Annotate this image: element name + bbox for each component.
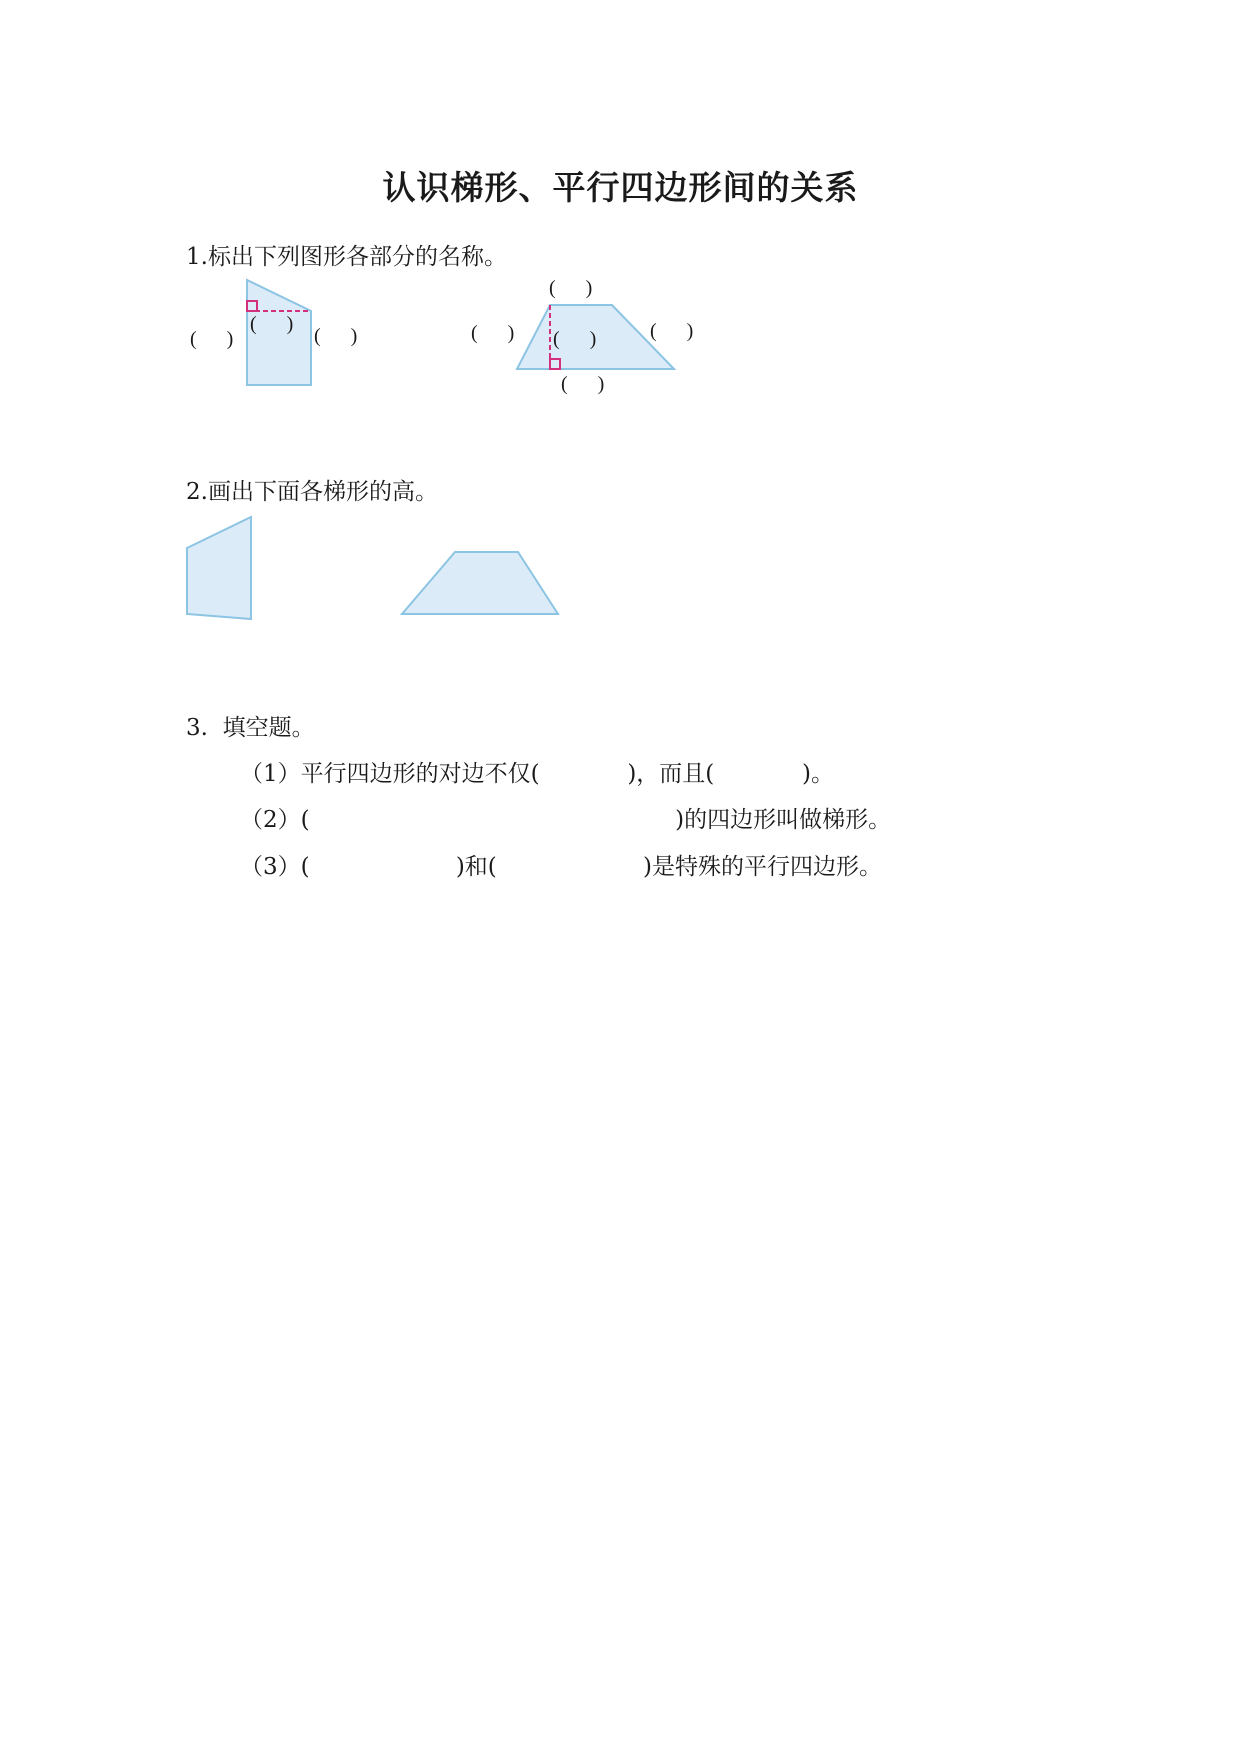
fill-blank-3: （3）( )和( )是特殊的平行四边形。 xyxy=(240,854,882,880)
page-title: 认识梯形、平行四边形间的关系 xyxy=(382,168,859,207)
fill-blank-2: （2）( )的四边形叫做梯形。 xyxy=(240,807,892,833)
trapezoid-shape-2 xyxy=(402,552,558,614)
question-3-prompt: 3. 填空题。 xyxy=(186,715,315,741)
question-2-prompt: 2.画出下面各梯形的高。 xyxy=(186,479,438,505)
blank-bottom-base: ( ) xyxy=(561,373,605,395)
blank-right-leg: ( ) xyxy=(650,320,694,342)
blank-left-side: ( ) xyxy=(190,328,234,350)
blank-height: ( ) xyxy=(553,328,597,350)
trapezoid-shape-1 xyxy=(187,517,251,619)
blank-right-side: ( ) xyxy=(314,325,358,347)
question-1-prompt: 1.标出下列图形各部分的名称。 xyxy=(186,244,507,270)
blank-height: ( ) xyxy=(250,313,294,335)
fill-blank-1: （1）平行四边形的对边不仅( )，而且( )。 xyxy=(240,761,834,787)
blank-top-base: ( ) xyxy=(549,277,593,299)
blank-left-leg: ( ) xyxy=(471,322,515,344)
